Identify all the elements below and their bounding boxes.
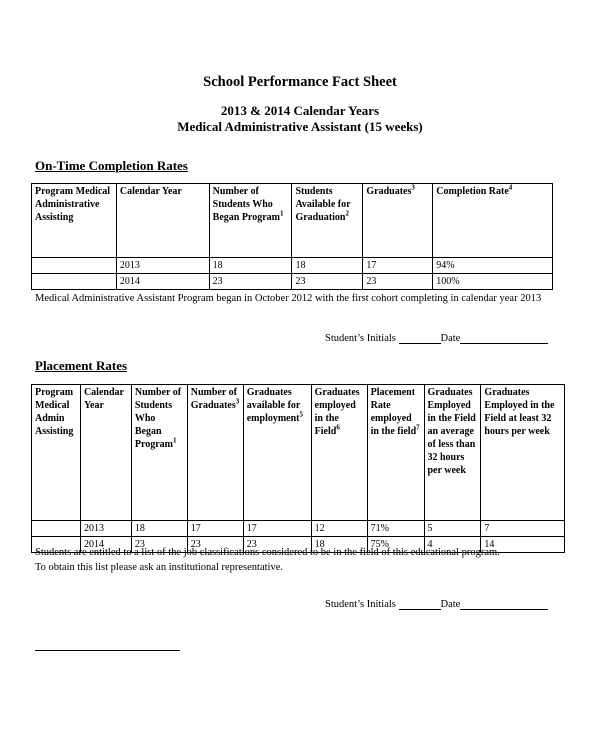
cell-rate: 75% (367, 537, 424, 553)
cell-year: 2014 (80, 537, 131, 553)
initials-label: Student’s Initials (325, 599, 396, 610)
cell-lt32: 5 (424, 521, 481, 537)
cell-available: 18 (292, 258, 363, 274)
cell-rate: 100% (433, 274, 553, 290)
cell-began: 23 (209, 274, 292, 290)
table-row (32, 274, 553, 290)
placement-col-employed: Graduates employed in the Field$^6$ (311, 385, 367, 521)
completion-col-year: Calendar Year (116, 184, 209, 258)
cell-graduates: 17 (187, 521, 243, 537)
date-label: Date (440, 333, 461, 344)
initials-label: Student’s Initials (325, 333, 396, 344)
placement-note-1: Students are entitled to a list of the job classifications considered to be in the field of this educational program. (35, 547, 500, 558)
completion-heading: On-Time Completion Rates (35, 158, 188, 173)
completion-col-available: Students Available for Graduation$^2$ (292, 184, 363, 258)
placement-col-rate: Placement Rate employed in the field$^7$ (367, 385, 424, 521)
placement-table (31, 384, 565, 553)
signature-line-2 (325, 599, 570, 610)
cell-available: 23 (292, 274, 363, 290)
completion-col-began: Number of Students Who Began Program$^1$ (209, 184, 292, 258)
placement-col-lt32: Graduates Employed in the Field an average of less than 32 hours per week (424, 385, 481, 521)
cell-employed: 18 (311, 537, 367, 553)
footnote-separator (35, 650, 180, 651)
document-title: School Performance Fact Sheet (203, 74, 397, 90)
date-field[interactable] (460, 333, 548, 344)
document-subtitle-program: Medical Administrative Assistant (15 weeks) (177, 119, 423, 134)
initials-field[interactable] (399, 599, 441, 610)
completion-col-graduates: Graduates$^3$ (363, 184, 433, 258)
cell-year: 2013 (116, 258, 209, 274)
completion-header-row (32, 184, 553, 258)
placement-col-year: Calendar Year (80, 385, 131, 521)
placement-col-program: Program Medical Admin Assisting (32, 385, 81, 521)
document-subtitle-years: 2013 & 2014 Calendar Years (220, 103, 380, 118)
completion-col-program: Program Medical Administrative Assisting (32, 184, 117, 258)
signature-line-1 (325, 333, 570, 344)
cell-began: 23 (131, 537, 187, 553)
placement-col-ge32: Graduates Employed in the Field at least 32 hours per week (481, 385, 565, 521)
placement-col-graduates: Number of Graduates$^3$ (187, 385, 243, 521)
completion-note: Medical Administrative Assistant Program began in October 2012 with the first cohort completing in calendar year 2013 (35, 293, 542, 304)
date-label: Date (440, 599, 461, 610)
cell-began: 18 (209, 258, 292, 274)
placement-col-began: Number of Students Who Began Program$^1$ (131, 385, 187, 521)
completion-table (31, 183, 553, 290)
cell-rate: 94% (433, 258, 553, 274)
cell-graduates: 17 (363, 258, 433, 274)
placement-heading: Placement Rates (35, 358, 128, 373)
cell-rate: 71% (367, 521, 424, 537)
cell-employed: 12 (311, 521, 367, 537)
table-row (32, 258, 553, 274)
table-row (32, 521, 565, 537)
date-field[interactable] (460, 599, 548, 610)
completion-col-rate: Completion Rate$^4$ (433, 184, 553, 258)
cell-lt32: 4 (424, 537, 481, 553)
initials-field[interactable] (399, 333, 441, 344)
placement-note-2: To obtain this list please ask an institutional representative. (35, 562, 284, 573)
cell-ge32: 14 (481, 537, 565, 553)
placement-col-available: Graduates available for employment$^5$ (243, 385, 311, 521)
cell-began: 18 (131, 521, 187, 537)
cell-graduates: 23 (187, 537, 243, 553)
cell-year: 2014 (116, 274, 209, 290)
cell-graduates: 23 (363, 274, 433, 290)
cell-ge32: 7 (481, 521, 565, 537)
cell-available: 23 (243, 537, 311, 553)
cell-available: 17 (243, 521, 311, 537)
placement-header-row (32, 385, 565, 521)
cell-year: 2013 (80, 521, 131, 537)
